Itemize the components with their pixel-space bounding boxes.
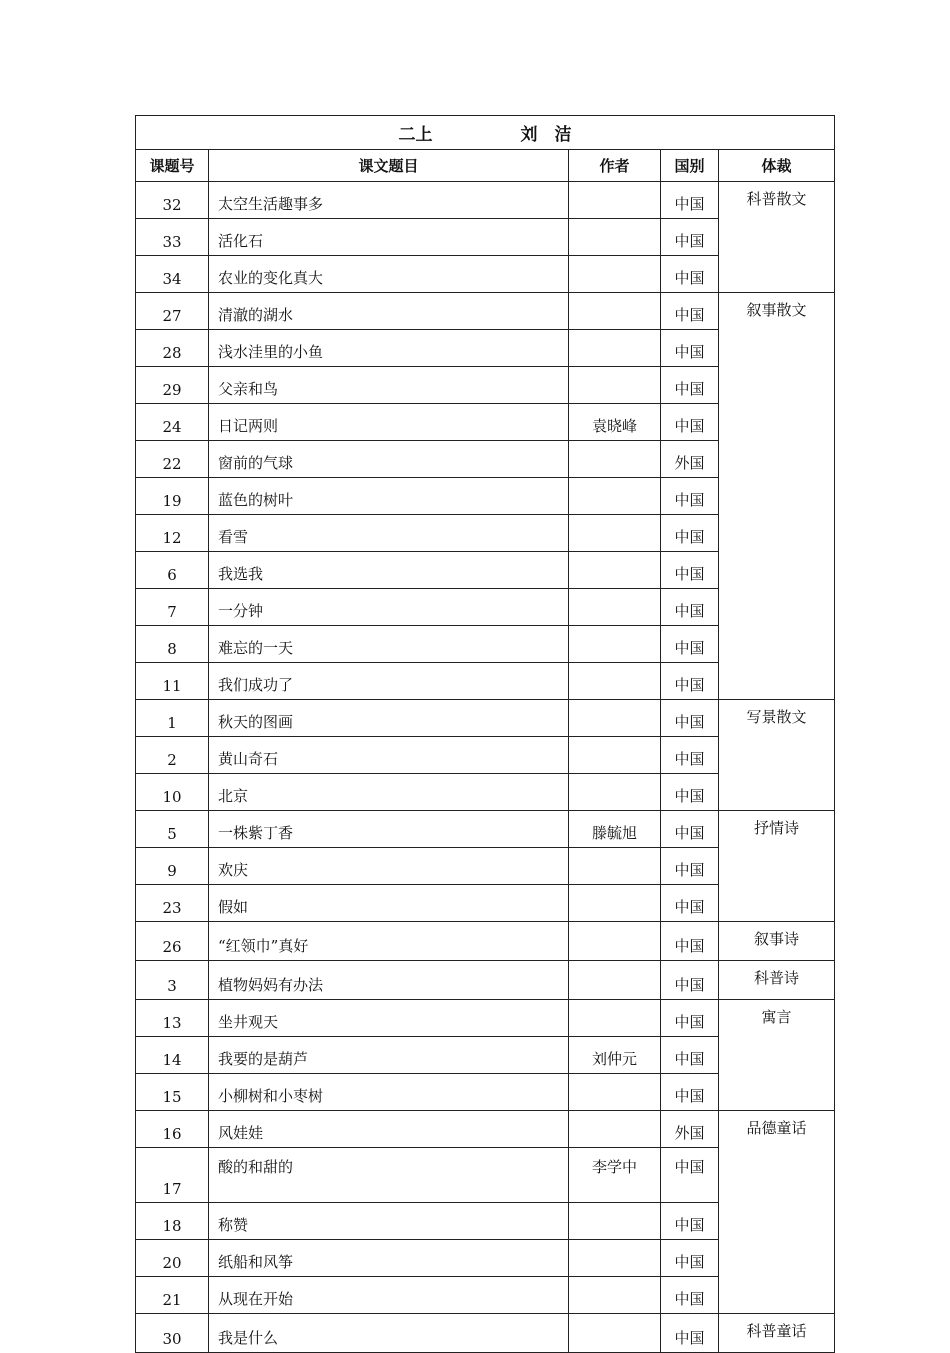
lesson-country: 中国 bbox=[661, 478, 719, 515]
lesson-number: 20 bbox=[136, 1240, 209, 1277]
lesson-number: 2 bbox=[136, 737, 209, 774]
lesson-title: 一株紫丁香 bbox=[209, 811, 569, 848]
lesson-number: 5 bbox=[136, 811, 209, 848]
lesson-country: 中国 bbox=[661, 885, 719, 922]
table-row bbox=[136, 293, 835, 330]
lesson-country: 中国 bbox=[661, 811, 719, 848]
header-num: 课题号 bbox=[136, 150, 209, 182]
lesson-number: 33 bbox=[136, 219, 209, 256]
lesson-author bbox=[569, 441, 661, 478]
lesson-country: 中国 bbox=[661, 922, 719, 961]
lesson-author bbox=[569, 182, 661, 219]
lesson-country: 中国 bbox=[661, 219, 719, 256]
lesson-title: 蓝色的树叶 bbox=[209, 478, 569, 515]
lesson-author bbox=[569, 1314, 661, 1353]
lesson-title: 难忘的一天 bbox=[209, 626, 569, 663]
lesson-author bbox=[569, 1074, 661, 1111]
lesson-number: 16 bbox=[136, 1111, 209, 1148]
lesson-number: 15 bbox=[136, 1074, 209, 1111]
lesson-country: 中国 bbox=[661, 515, 719, 552]
lesson-title: 农业的变化真大 bbox=[209, 256, 569, 293]
lesson-number: 1 bbox=[136, 700, 209, 737]
lesson-country: 中国 bbox=[661, 182, 719, 219]
lesson-country: 中国 bbox=[661, 774, 719, 811]
lesson-author bbox=[569, 885, 661, 922]
lesson-genre: 品德童话 bbox=[719, 1111, 835, 1314]
lesson-number: 26 bbox=[136, 922, 209, 961]
lesson-number: 21 bbox=[136, 1277, 209, 1314]
lesson-author: 刘仲元 bbox=[569, 1037, 661, 1074]
lesson-number: 9 bbox=[136, 848, 209, 885]
lesson-genre: 抒情诗 bbox=[719, 811, 835, 922]
lesson-genre: 科普诗 bbox=[719, 961, 835, 1000]
lesson-number: 32 bbox=[136, 182, 209, 219]
lesson-country: 中国 bbox=[661, 589, 719, 626]
lesson-title: 假如 bbox=[209, 885, 569, 922]
lesson-country: 中国 bbox=[661, 848, 719, 885]
lesson-title: 浅水洼里的小鱼 bbox=[209, 330, 569, 367]
lesson-number: 17 bbox=[136, 1148, 209, 1203]
lesson-author bbox=[569, 552, 661, 589]
lesson-title: 我要的是葫芦 bbox=[209, 1037, 569, 1074]
table-row bbox=[136, 700, 835, 737]
table-row bbox=[136, 1111, 835, 1148]
lesson-author: 袁晓峰 bbox=[569, 404, 661, 441]
lesson-country: 中国 bbox=[661, 330, 719, 367]
lesson-author bbox=[569, 478, 661, 515]
lesson-author bbox=[569, 1277, 661, 1314]
header-title: 课文题目 bbox=[209, 150, 569, 182]
lesson-number: 22 bbox=[136, 441, 209, 478]
lesson-number: 23 bbox=[136, 885, 209, 922]
lesson-author bbox=[569, 700, 661, 737]
lesson-country: 中国 bbox=[661, 626, 719, 663]
lesson-author bbox=[569, 922, 661, 961]
lesson-author bbox=[569, 330, 661, 367]
lesson-number: 27 bbox=[136, 293, 209, 330]
header-genre: 体裁 bbox=[719, 150, 835, 182]
header-author: 作者 bbox=[569, 150, 661, 182]
lesson-country: 中国 bbox=[661, 367, 719, 404]
lesson-country: 中国 bbox=[661, 1203, 719, 1240]
lesson-number: 3 bbox=[136, 961, 209, 1000]
lesson-number: 29 bbox=[136, 367, 209, 404]
header-row bbox=[136, 150, 835, 182]
lesson-title: 窗前的气球 bbox=[209, 441, 569, 478]
lesson-title: 清澈的湖水 bbox=[209, 293, 569, 330]
lesson-country: 中国 bbox=[661, 404, 719, 441]
lesson-title: “红领巾”真好 bbox=[209, 922, 569, 961]
lesson-genre: 科普童话 bbox=[719, 1314, 835, 1353]
lesson-country: 中国 bbox=[661, 1148, 719, 1203]
lesson-author bbox=[569, 219, 661, 256]
lesson-title: 小柳树和小枣树 bbox=[209, 1074, 569, 1111]
lesson-number: 19 bbox=[136, 478, 209, 515]
lesson-author: 滕毓旭 bbox=[569, 811, 661, 848]
lesson-country: 外国 bbox=[661, 1111, 719, 1148]
lesson-genre: 叙事散文 bbox=[719, 293, 835, 700]
table-row bbox=[136, 182, 835, 219]
lesson-title: 酸的和甜的 bbox=[209, 1148, 569, 1203]
teacher-name: 刘 洁 bbox=[520, 125, 572, 145]
lesson-country: 中国 bbox=[661, 1314, 719, 1353]
table-title bbox=[136, 116, 835, 150]
lesson-title: 从现在开始 bbox=[209, 1277, 569, 1314]
header-country: 国别 bbox=[661, 150, 719, 182]
lesson-author bbox=[569, 1240, 661, 1277]
lesson-number: 24 bbox=[136, 404, 209, 441]
lesson-country: 中国 bbox=[661, 663, 719, 700]
lesson-country: 中国 bbox=[661, 1277, 719, 1314]
lesson-number: 18 bbox=[136, 1203, 209, 1240]
table-row bbox=[136, 811, 835, 848]
lesson-author bbox=[569, 737, 661, 774]
lesson-number: 11 bbox=[136, 663, 209, 700]
lesson-country: 中国 bbox=[661, 293, 719, 330]
lesson-number: 28 bbox=[136, 330, 209, 367]
lesson-author bbox=[569, 293, 661, 330]
lesson-author bbox=[569, 367, 661, 404]
lesson-title: 黄山奇石 bbox=[209, 737, 569, 774]
lesson-author bbox=[569, 1000, 661, 1037]
lesson-country: 中国 bbox=[661, 1074, 719, 1111]
lesson-country: 中国 bbox=[661, 737, 719, 774]
lesson-country: 外国 bbox=[661, 441, 719, 478]
lesson-number: 34 bbox=[136, 256, 209, 293]
lesson-title: 北京 bbox=[209, 774, 569, 811]
lesson-author bbox=[569, 961, 661, 1000]
lesson-author bbox=[569, 1111, 661, 1148]
lesson-author bbox=[569, 848, 661, 885]
lesson-title: 秋天的图画 bbox=[209, 700, 569, 737]
lesson-country: 中国 bbox=[661, 552, 719, 589]
lesson-author: 李学中 bbox=[569, 1148, 661, 1203]
lesson-number: 14 bbox=[136, 1037, 209, 1074]
lesson-title: 我是什么 bbox=[209, 1314, 569, 1353]
lesson-number: 10 bbox=[136, 774, 209, 811]
lesson-author bbox=[569, 256, 661, 293]
lesson-title: 称赞 bbox=[209, 1203, 569, 1240]
table-row bbox=[136, 922, 835, 961]
lesson-title: 纸船和风筝 bbox=[209, 1240, 569, 1277]
table-row bbox=[136, 1314, 835, 1353]
lesson-genre: 叙事诗 bbox=[719, 922, 835, 961]
lesson-number: 7 bbox=[136, 589, 209, 626]
lesson-title: 我们成功了 bbox=[209, 663, 569, 700]
table-title-row bbox=[136, 116, 835, 150]
lesson-country: 中国 bbox=[661, 700, 719, 737]
lesson-author bbox=[569, 626, 661, 663]
table-row bbox=[136, 961, 835, 1000]
lesson-author bbox=[569, 515, 661, 552]
lesson-title: 坐井观天 bbox=[209, 1000, 569, 1037]
lesson-title: 父亲和鸟 bbox=[209, 367, 569, 404]
lesson-number: 30 bbox=[136, 1314, 209, 1353]
lesson-number: 13 bbox=[136, 1000, 209, 1037]
lesson-title: 植物妈妈有办法 bbox=[209, 961, 569, 1000]
lesson-title: 我选我 bbox=[209, 552, 569, 589]
lesson-number: 8 bbox=[136, 626, 209, 663]
lesson-country: 中国 bbox=[661, 256, 719, 293]
lesson-title: 欢庆 bbox=[209, 848, 569, 885]
lesson-title: 日记两则 bbox=[209, 404, 569, 441]
lesson-genre: 寓言 bbox=[719, 1000, 835, 1111]
lesson-number: 6 bbox=[136, 552, 209, 589]
lesson-title: 活化石 bbox=[209, 219, 569, 256]
lesson-title: 看雪 bbox=[209, 515, 569, 552]
lesson-title: 一分钟 bbox=[209, 589, 569, 626]
grade-label: 二上 bbox=[398, 125, 433, 145]
lesson-title: 风娃娃 bbox=[209, 1111, 569, 1148]
lesson-country: 中国 bbox=[661, 961, 719, 1000]
table-row bbox=[136, 1000, 835, 1037]
lesson-genre: 科普散文 bbox=[719, 182, 835, 293]
lesson-country: 中国 bbox=[661, 1037, 719, 1074]
lesson-author bbox=[569, 589, 661, 626]
lesson-author bbox=[569, 663, 661, 700]
lesson-genre: 写景散文 bbox=[719, 700, 835, 811]
lesson-country: 中国 bbox=[661, 1000, 719, 1037]
lesson-table bbox=[135, 115, 835, 1353]
lesson-author bbox=[569, 1203, 661, 1240]
lesson-title: 太空生活趣事多 bbox=[209, 182, 569, 219]
lesson-number: 12 bbox=[136, 515, 209, 552]
lesson-country: 中国 bbox=[661, 1240, 719, 1277]
lesson-author bbox=[569, 774, 661, 811]
